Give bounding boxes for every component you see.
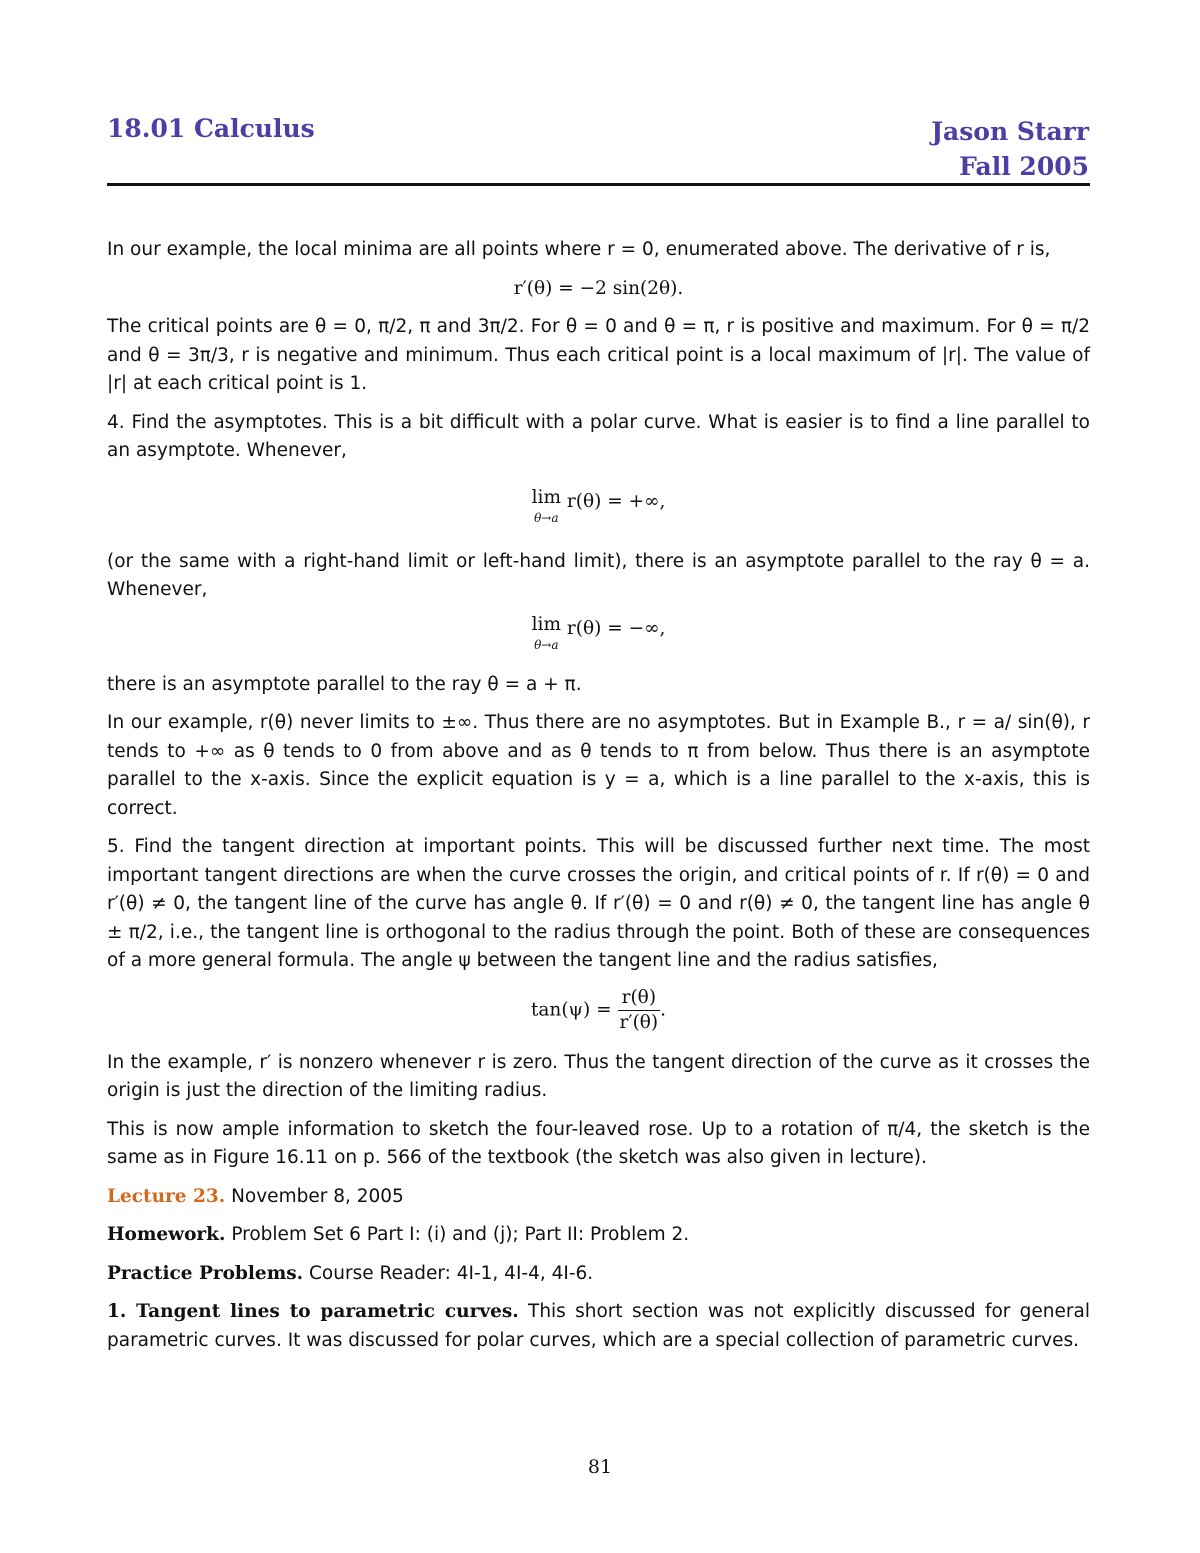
practice-line xyxy=(107,1260,1090,1289)
section-text: This short section was not explicitly discussed for general parametric curves. It was discussed for polar curves, which are a special collection of parametric curves. xyxy=(107,1301,1090,1351)
paragraph: 4. Find the asymptotes. This is a bit difficult with a polar curve. What is easier is to find a line parallel to an asymptote. Whenever, xyxy=(107,411,1090,461)
lim-text: lim xyxy=(531,486,561,508)
equation-limit-plus xyxy=(107,488,1090,528)
author-name: Jason Starr xyxy=(931,117,1089,146)
paragraph: This is now ample information to sketch the four-leaved rose. Up to a rotation of π/4, the sketch is the same as in Figure 16.11 on p. 566 of the textbook (the sketch was also given in lecture). xyxy=(107,1118,1090,1168)
paragraph: In our example, the local minima are all points where r = 0, enumerated above. The derivative of r is, xyxy=(107,239,1051,260)
section-heading: 1. Tangent lines to parametric curves. xyxy=(107,1301,519,1322)
equation-limit-minus xyxy=(107,615,1090,655)
equation-tangent-angle xyxy=(107,986,1090,1035)
header-rule xyxy=(107,183,1090,186)
paragraph: The critical points are θ = 0, π/2, π and 3π/2. For θ = 0 and θ = π, r is positive and maximum. For θ = π/2 and θ = 3π/3, r is negative and minimum. Thus each critical point is a local maximum of |r|. The value of |r| at each critical point is 1. xyxy=(107,316,1090,394)
equation-period: . xyxy=(660,999,667,1020)
fraction xyxy=(618,986,661,1035)
equation-derivative: r′(θ) = −2 sin(2θ). xyxy=(513,277,684,299)
limit-expression: r(θ) = −∞, xyxy=(566,617,666,639)
page-body xyxy=(107,236,1090,1365)
limit-operator xyxy=(532,615,561,655)
lecture-label: Lecture 23. xyxy=(107,1185,226,1207)
lim-subscript: θ→a xyxy=(534,637,559,652)
lecture-line xyxy=(107,1183,1090,1212)
paragraph: (or the same with a right-hand limit or left-hand limit), there is an asymptote parallel to the ray θ = a. Whenever, xyxy=(107,550,1090,600)
denominator: r′(θ) xyxy=(619,1011,659,1033)
limit-expression: r(θ) = +∞, xyxy=(566,490,666,512)
limit-operator xyxy=(532,488,561,528)
course-title: 18.01 Calculus xyxy=(107,114,315,143)
homework-line xyxy=(107,1221,1090,1250)
page-number: 81 xyxy=(587,1456,613,1478)
homework-label: Homework. xyxy=(107,1224,226,1245)
lim-subscript: θ→a xyxy=(534,510,559,525)
practice-text: Course Reader: 4I-1, 4I-4, 4I-6. xyxy=(309,1262,594,1284)
practice-label: Practice Problems. xyxy=(107,1262,304,1284)
numerator: r(θ) xyxy=(618,986,661,1011)
paragraph: In the example, r′ is nonzero whenever r is zero. Thus the tangent direction of the curve as it crosses the origin is just the direction of the limiting radius. xyxy=(107,1051,1090,1101)
tan-lhs: tan(ψ) = xyxy=(530,999,612,1020)
paragraph: In our example, r(θ) never limits to ±∞. Thus there are no asymptotes. But in Example B., r = a/ sin(θ), r tends to +∞ as θ tends to 0 from above and as θ tends to π from below. Thus there is an asymptote parallel to the x-axis. Since the explicit equation is y = a, which is a line parallel to the x-axis, this is correct. xyxy=(107,712,1090,819)
section-1 xyxy=(107,1298,1090,1355)
term: Fall 2005 xyxy=(959,152,1089,181)
lecture-date: November 8, 2005 xyxy=(231,1185,404,1207)
paragraph: there is an asymptote parallel to the ray θ = a + π. xyxy=(107,673,582,695)
paragraph: 5. Find the tangent direction at important points. This will be discussed further next time. The most important tangent directions are when the curve crosses the origin, and critical points of r. If r(θ) = 0 and r′(θ) ≠ 0, the tangent line of the curve has angle θ. If r′(θ) = 0 and r(θ) ≠ 0, the tangent line has angle θ ± π/2, i.e., the tangent line is orthogonal to the radius through the point. Both of these are consequences of a more general formula. The angle ψ between the tangent line and the radius satisfies, xyxy=(107,836,1090,971)
homework-text: Problem Set 6 Part I: (i) and (j); Part II: Problem 2. xyxy=(231,1224,690,1245)
lim-text: lim xyxy=(531,613,561,635)
header-right xyxy=(931,114,1089,184)
